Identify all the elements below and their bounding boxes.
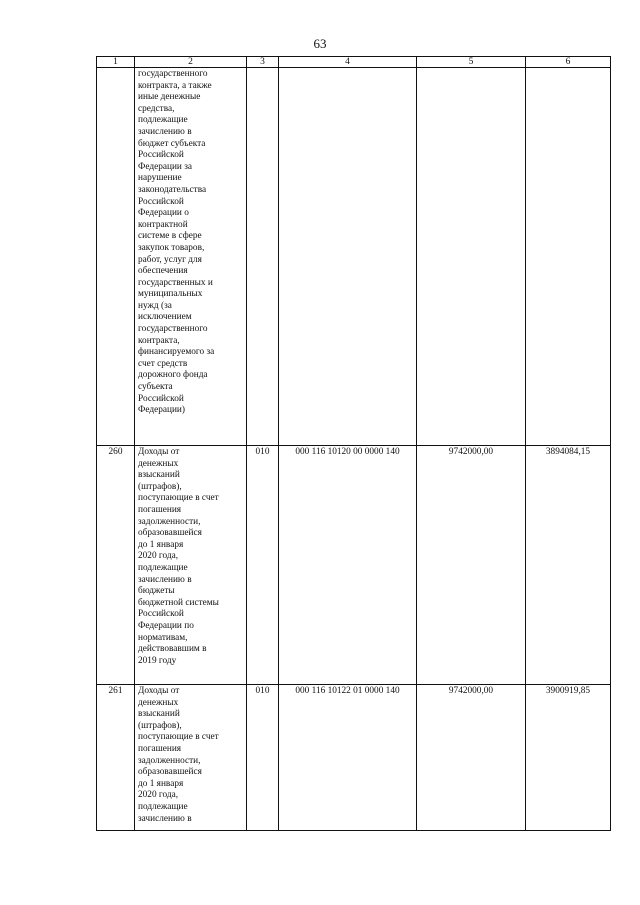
column-header-6: 6: [526, 57, 611, 68]
row-number-cell: [97, 68, 135, 446]
table-row: [97, 68, 611, 446]
row-planned-cell: 9742000,00: [417, 446, 526, 685]
row-planned-cell: 9742000,00: [417, 685, 526, 831]
row-actual-cell: 3894084,15: [526, 446, 611, 685]
row-name-cell: Доходы от денежных взысканий (штрафов), поступающие в счет погашения задолженности, образовавшейся до 1 января 2020 года, подлежащие зачислению в бюджеты бюджетной системы Российской Федерации по нормативам, действовавшим в 2019 году: [135, 446, 247, 685]
column-header-1: 1: [97, 57, 135, 68]
report-table: [96, 56, 611, 831]
table-row: [97, 685, 611, 831]
column-header-4: 4: [279, 57, 417, 68]
row-actual-cell: [526, 68, 611, 446]
column-header-3: 3: [247, 57, 279, 68]
row-actual-cell: 3900919,85: [526, 685, 611, 831]
row-code-cell: 010: [247, 685, 279, 831]
row-name-cell: Доходы от денежных взысканий (штрафов), поступающие в счет погашения задолженности, образовавшейся до 1 января 2020 года, подлежащие зачислению в: [135, 685, 247, 831]
row-planned-cell: [417, 68, 526, 446]
row-number-cell: 261: [97, 685, 135, 831]
column-header-5: 5: [417, 57, 526, 68]
row-name-cell: государственного контракта, а также иные денежные средства, подлежащие зачислению в бюджет субъекта Российской Федерации за нарушение законодательства Российской Федерации о контрактной системе в сфере закупок товаров, работ, услуг для обеспечения государственных и муниципальных нужд (за исключением государственного контракта, финансируемого за счет средств дорожного фонда субъекта Российской Федерации): [135, 68, 247, 446]
row-number-cell: 260: [97, 446, 135, 685]
row-code-cell: [247, 68, 279, 446]
page-number: 63: [313, 36, 327, 51]
column-header-2: 2: [135, 57, 247, 68]
row-kbk-cell: 000 116 10122 01 0000 140: [279, 685, 417, 831]
table-row: [97, 446, 611, 685]
column-number-row: [97, 57, 611, 68]
row-kbk-cell: [279, 68, 417, 446]
row-code-cell: 010: [247, 446, 279, 685]
row-kbk-cell: 000 116 10120 00 0000 140: [279, 446, 417, 685]
